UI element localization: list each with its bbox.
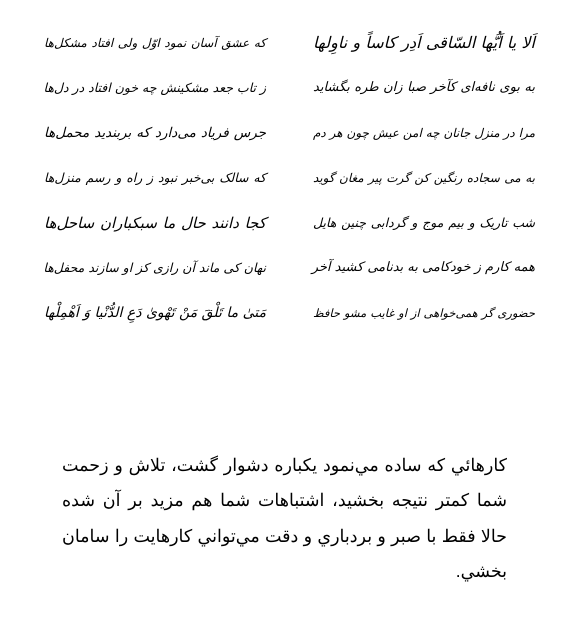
- couplet-5: [20, 206, 547, 251]
- couplet-6: [20, 251, 547, 296]
- hemistich-4b: که سالک بی‌خبر نبود ز راه و رسم منزل‌ها: [44, 170, 266, 185]
- hemistich-6b: نهان کی ماند آن رازی کز او سازند محفل‌ها: [43, 260, 266, 275]
- hemistich-2a: به بوی نافه‌ای کآخر صبا زان طره بگشاید: [313, 80, 535, 95]
- interpretation-text: کارهائي که ساده مي‌نمود يکباره دشوار گشت، تلاش و زحمت شما کمتر نتيجه بخشيد، اشتباهات شما هم مزيد بر آن شده حالا فقط با صبر و بردباري و دقت مي‌تواني کارهايت را سامان بخشي.: [62, 454, 507, 581]
- hemistich-2b: ز تاب جعد مشکینش چه خون افتاد در دل‌ها: [43, 80, 266, 95]
- couplet-3: [20, 116, 547, 161]
- couplet-1: [20, 26, 547, 71]
- hemistich-6a: همه کارم ز خودکامی به بدنامی کشید آخر: [311, 260, 535, 275]
- hemistich-5b: کجا دانند حال ما سبکباران ساحل‌ها: [44, 214, 266, 232]
- hemistich-1a: اَلا یا اَیُّها السّاقی اَدِر کاساً و ناوِلها: [313, 33, 535, 52]
- hemistich-5a: شب تاریک و بیم موج و گردابی چنین هایل: [313, 215, 535, 230]
- hemistich-3a: مرا در منزل جانان چه امن عیش چون هر دم: [313, 126, 535, 140]
- couplet-4: [20, 161, 547, 206]
- couplet-7: [20, 296, 547, 341]
- hemistich-7a: حضوری گر همی‌خواهی از او غایب مشو حافظ: [313, 306, 535, 320]
- hemistich-3b: جرس فریاد می‌دارد که بربندید محمل‌ها: [44, 125, 266, 141]
- hemistich-7b: مَتیٰ ما تَلْقَ مَنْ تَهْویٰ دَعِ الدُّنْیا وَ اَهْمِلْها: [44, 305, 266, 321]
- couplet-2: [20, 71, 547, 116]
- hemistich-4a: به می سجاده رنگین کن گرت پیر مغان گوید: [313, 171, 535, 185]
- hemistich-1b: که عشق آسان نمود اوّل ولی افتاد مشکل‌ها: [44, 36, 266, 50]
- poem: [20, 26, 547, 356]
